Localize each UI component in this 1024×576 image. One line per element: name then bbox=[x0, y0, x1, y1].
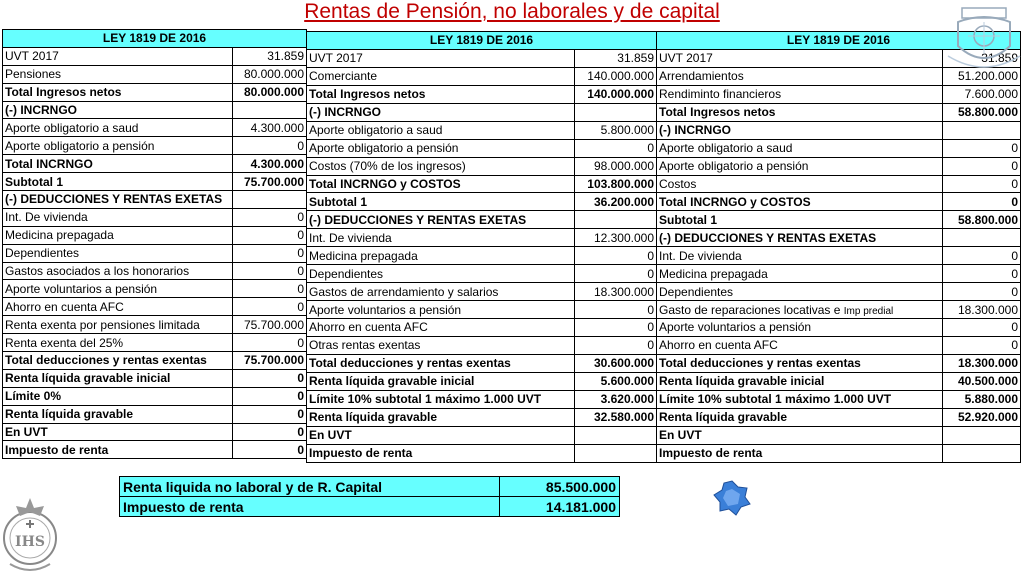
row-value: 40.500.000 bbox=[943, 372, 1021, 390]
row-value bbox=[575, 426, 657, 444]
row-value: 0 bbox=[233, 334, 307, 352]
table-row bbox=[657, 193, 1021, 211]
table-row bbox=[3, 65, 307, 83]
row-label bbox=[3, 405, 233, 423]
table-row bbox=[657, 175, 1021, 193]
page-title: Rentas de Pensión, no laborales y de capital bbox=[304, 0, 720, 23]
row-label-text: Límite 10% subtotal 1 máximo 1.000 UVT bbox=[659, 392, 892, 407]
row-value: 4.300.000 bbox=[233, 155, 307, 173]
table-row bbox=[657, 247, 1021, 265]
row-label-text: Ahorro en cuenta AFC bbox=[5, 299, 124, 314]
table-row bbox=[657, 444, 1021, 462]
table-row bbox=[657, 121, 1021, 139]
row-value: 5.880.000 bbox=[943, 390, 1021, 408]
row-value: 103.800.000 bbox=[575, 175, 657, 193]
row-label bbox=[307, 319, 575, 337]
row-value: 0 bbox=[943, 193, 1021, 211]
row-label bbox=[657, 85, 943, 103]
summary-table bbox=[119, 476, 620, 517]
row-label-text: Total deducciones y rentas exentas bbox=[659, 356, 861, 371]
table-row bbox=[3, 47, 307, 65]
seal-text: IHS bbox=[15, 534, 45, 550]
table-row bbox=[307, 372, 657, 390]
row-value bbox=[575, 444, 657, 462]
row-value: 52.920.000 bbox=[943, 408, 1021, 426]
summary-row bbox=[120, 477, 620, 497]
row-label bbox=[307, 49, 575, 67]
row-value: 0 bbox=[943, 247, 1021, 265]
table-row bbox=[657, 336, 1021, 354]
row-label bbox=[307, 175, 575, 193]
table-row bbox=[307, 336, 657, 354]
table-row bbox=[657, 319, 1021, 337]
row-label-text: Total deducciones y rentas exentas bbox=[5, 353, 207, 368]
row-value: 31.859 bbox=[943, 49, 1021, 67]
row-value: 51.200.000 bbox=[943, 67, 1021, 85]
row-label bbox=[307, 121, 575, 139]
row-value: 140.000.000 bbox=[575, 67, 657, 85]
row-label bbox=[657, 265, 943, 283]
table-row bbox=[307, 390, 657, 408]
row-label-text: Rendiminto financieros bbox=[659, 87, 782, 102]
table-row bbox=[3, 280, 307, 298]
table-row bbox=[307, 319, 657, 337]
table-row bbox=[3, 352, 307, 370]
row-value bbox=[943, 444, 1021, 462]
row-label-text: Renta exenta por pensiones limitada bbox=[5, 317, 200, 332]
row-value: 80.000.000 bbox=[233, 83, 307, 101]
row-value bbox=[233, 101, 307, 119]
table-row bbox=[307, 354, 657, 372]
row-label-text: Gastos asociados a los honorarios bbox=[5, 264, 190, 279]
row-value: 18.300.000 bbox=[943, 301, 1021, 319]
row-label bbox=[657, 229, 943, 247]
table-row bbox=[3, 316, 307, 334]
table-row bbox=[657, 211, 1021, 229]
row-label-text: Total Ingresos netos bbox=[659, 105, 776, 120]
row-label bbox=[307, 265, 575, 283]
row-label bbox=[657, 426, 943, 444]
row-label-text: Subtotal 1 bbox=[5, 174, 64, 189]
row-label bbox=[3, 101, 233, 119]
row-label-text: (-) DEDUCCIONES Y RENTAS EXETAS bbox=[309, 212, 527, 227]
summary-row bbox=[120, 497, 620, 517]
row-label-text: (-) DEDUCCIONES Y RENTAS EXETAS bbox=[5, 192, 223, 207]
row-label bbox=[307, 157, 575, 175]
row-value: 31.859 bbox=[233, 47, 307, 65]
row-value: 3.620.000 bbox=[575, 390, 657, 408]
row-value: 0 bbox=[575, 319, 657, 337]
table-row bbox=[307, 211, 657, 229]
row-label-text: UVT 2017 bbox=[659, 51, 713, 66]
table-row bbox=[3, 244, 307, 262]
row-label bbox=[657, 103, 943, 121]
row-label-text: Comerciante bbox=[309, 69, 378, 84]
row-label bbox=[307, 67, 575, 85]
row-label-text: UVT 2017 bbox=[309, 51, 363, 66]
table-row bbox=[3, 155, 307, 173]
row-label-text: Renta líquida gravable bbox=[659, 410, 788, 425]
row-label-text: Límite 0% bbox=[5, 389, 62, 404]
row-label-text: Dependientes bbox=[309, 266, 384, 281]
row-value: 0 bbox=[233, 244, 307, 262]
row-value: 12.300.000 bbox=[575, 229, 657, 247]
row-label bbox=[307, 211, 575, 229]
row-label-text: Impuesto de renta bbox=[5, 442, 109, 457]
row-value: 0 bbox=[233, 298, 307, 316]
row-label bbox=[307, 229, 575, 247]
table-header-label: LEY 1819 DE 2016 bbox=[307, 32, 657, 50]
row-label bbox=[307, 408, 575, 426]
row-label-text: Renta líquida gravable inicial bbox=[659, 374, 825, 389]
row-label bbox=[307, 336, 575, 354]
row-label-text: Aporte obligatorio a saud bbox=[309, 123, 443, 138]
row-label bbox=[3, 226, 233, 244]
row-value: 0 bbox=[233, 387, 307, 405]
table-row bbox=[657, 301, 1021, 319]
table-header bbox=[3, 30, 307, 48]
row-label-text: Renta líquida gravable bbox=[309, 410, 438, 425]
row-label bbox=[3, 316, 233, 334]
row-value: 36.200.000 bbox=[575, 193, 657, 211]
table-row bbox=[307, 301, 657, 319]
table-row bbox=[307, 193, 657, 211]
row-label bbox=[307, 444, 575, 462]
table-row bbox=[3, 334, 307, 352]
row-value: 4.300.000 bbox=[233, 119, 307, 137]
row-label bbox=[3, 173, 233, 191]
row-value: 140.000.000 bbox=[575, 85, 657, 103]
row-label-text: UVT 2017 bbox=[5, 49, 59, 64]
row-label bbox=[3, 244, 233, 262]
row-label bbox=[307, 426, 575, 444]
row-value: 0 bbox=[233, 369, 307, 387]
row-value: 30.600.000 bbox=[575, 354, 657, 372]
table-row bbox=[657, 157, 1021, 175]
row-label bbox=[3, 83, 233, 101]
table-row bbox=[307, 121, 657, 139]
row-label-text: En UVT bbox=[5, 425, 48, 440]
summary-label: Renta liquida no laboral y de R. Capital bbox=[120, 477, 500, 497]
table-row bbox=[3, 298, 307, 316]
row-label bbox=[657, 301, 943, 319]
row-label bbox=[307, 390, 575, 408]
row-label bbox=[657, 139, 943, 157]
row-label-text: Otras rentas exentas bbox=[309, 338, 421, 353]
row-label bbox=[3, 441, 233, 459]
row-label-text: Total INCRNGO y COSTOS bbox=[309, 176, 461, 191]
row-label-text: Medicina prepagada bbox=[5, 228, 114, 243]
table-row bbox=[657, 265, 1021, 283]
row-label bbox=[3, 191, 233, 209]
row-label-text: Límite 10% subtotal 1 máximo 1.000 UVT bbox=[309, 392, 542, 407]
row-value: 58.800.000 bbox=[943, 211, 1021, 229]
row-label-text: Costos (70% de los ingresos) bbox=[309, 159, 466, 174]
table-row bbox=[3, 83, 307, 101]
row-value: 58.800.000 bbox=[943, 103, 1021, 121]
row-label bbox=[307, 283, 575, 301]
row-label bbox=[657, 193, 943, 211]
row-value: 5.600.000 bbox=[575, 372, 657, 390]
capital-income-table bbox=[656, 31, 1021, 463]
table-row bbox=[3, 119, 307, 137]
table-row bbox=[307, 444, 657, 462]
row-label-text: Ahorro en cuenta AFC bbox=[309, 320, 428, 335]
row-label-text: Medicina prepagada bbox=[309, 248, 418, 263]
row-value: 0 bbox=[575, 301, 657, 319]
row-label bbox=[657, 283, 943, 301]
row-value: 75.700.000 bbox=[233, 352, 307, 370]
row-label-text: (-) DEDUCCIONES Y RENTAS EXETAS bbox=[659, 230, 877, 245]
row-label bbox=[3, 423, 233, 441]
row-label-text: Renta exenta del 25% bbox=[5, 335, 124, 350]
table-row bbox=[3, 101, 307, 119]
seal-icon bbox=[0, 494, 60, 576]
table-header-label: LEY 1819 DE 2016 bbox=[657, 32, 1021, 50]
row-label-text: Aporte obligatorio a saud bbox=[659, 141, 793, 156]
row-label bbox=[657, 408, 943, 426]
row-value: 0 bbox=[943, 283, 1021, 301]
table-row bbox=[657, 408, 1021, 426]
table-row bbox=[307, 175, 657, 193]
row-label-text: Aporte voluntarios a pensión bbox=[309, 302, 462, 317]
row-label-text: (-) INCRNGO bbox=[659, 123, 731, 138]
row-label bbox=[3, 280, 233, 298]
row-label bbox=[657, 319, 943, 337]
row-value: 98.000.000 bbox=[575, 157, 657, 175]
table-row bbox=[3, 208, 307, 226]
table-row bbox=[657, 354, 1021, 372]
row-value: 0 bbox=[233, 262, 307, 280]
row-value: 75.700.000 bbox=[233, 316, 307, 334]
row-label bbox=[307, 103, 575, 121]
row-label-text: Aporte voluntarios a pensión bbox=[5, 281, 158, 296]
row-value: 0 bbox=[233, 441, 307, 459]
row-value: 0 bbox=[575, 265, 657, 283]
row-label-text: Renta líquida gravable inicial bbox=[5, 371, 171, 386]
row-value bbox=[575, 211, 657, 229]
row-label bbox=[3, 208, 233, 226]
row-value: 0 bbox=[943, 175, 1021, 193]
labor-income-table bbox=[306, 31, 657, 463]
row-label-text: Pensiones bbox=[5, 67, 62, 82]
row-value: 0 bbox=[233, 208, 307, 226]
table-row bbox=[3, 226, 307, 244]
row-label bbox=[3, 155, 233, 173]
row-value bbox=[943, 121, 1021, 139]
row-label-text: Renta líquida gravable bbox=[5, 407, 134, 422]
row-label-text: En UVT bbox=[659, 428, 702, 443]
row-value bbox=[575, 103, 657, 121]
row-label bbox=[3, 47, 233, 65]
row-value: 0 bbox=[233, 280, 307, 298]
row-value: 0 bbox=[575, 247, 657, 265]
row-label bbox=[657, 336, 943, 354]
row-label bbox=[3, 352, 233, 370]
table-row bbox=[3, 173, 307, 191]
row-label-text: (-) INCRNGO bbox=[309, 105, 381, 120]
row-label bbox=[3, 119, 233, 137]
row-label-text: Medicina prepagada bbox=[659, 266, 768, 281]
row-label bbox=[657, 49, 943, 67]
row-label bbox=[657, 444, 943, 462]
table-row bbox=[307, 408, 657, 426]
row-value: 31.859 bbox=[575, 49, 657, 67]
row-label bbox=[657, 247, 943, 265]
table-row bbox=[307, 85, 657, 103]
row-value: 0 bbox=[575, 139, 657, 157]
row-value: 0 bbox=[943, 336, 1021, 354]
row-label-text: Aporte obligatorio a saud bbox=[5, 120, 139, 135]
row-value: 0 bbox=[233, 137, 307, 155]
row-label-text: Gasto de reparaciones locativas e bbox=[659, 302, 841, 317]
row-label-text: Costos bbox=[659, 176, 697, 191]
table-row bbox=[657, 229, 1021, 247]
row-value: 0 bbox=[233, 226, 307, 244]
table-row bbox=[307, 426, 657, 444]
pension-table bbox=[2, 29, 307, 459]
table-row bbox=[307, 67, 657, 85]
table-row bbox=[3, 369, 307, 387]
row-label bbox=[657, 354, 943, 372]
table-row bbox=[307, 103, 657, 121]
row-value: 18.300.000 bbox=[575, 283, 657, 301]
row-label-text: Total deducciones y rentas exentas bbox=[309, 356, 511, 371]
row-value bbox=[943, 426, 1021, 444]
row-label-text: Aporte voluntarios a pensión bbox=[659, 320, 812, 335]
row-label-text: Impuesto de renta bbox=[309, 446, 413, 461]
row-value: 32.580.000 bbox=[575, 408, 657, 426]
row-label-text: Total INCRNGO y COSTOS bbox=[659, 194, 811, 209]
gem-icon bbox=[712, 480, 752, 516]
table-row bbox=[307, 49, 657, 67]
row-label bbox=[657, 211, 943, 229]
row-label-text: Int. De vivienda bbox=[659, 248, 742, 263]
row-label bbox=[307, 372, 575, 390]
row-label bbox=[307, 85, 575, 103]
table-row bbox=[657, 390, 1021, 408]
row-label-text: Ahorro en cuenta AFC bbox=[659, 338, 778, 353]
table-row bbox=[657, 103, 1021, 121]
row-label-text: Aporte obligatorio a pensión bbox=[309, 141, 459, 156]
row-value: 18.300.000 bbox=[943, 354, 1021, 372]
row-label-text: Aporte obligatorio a pensión bbox=[659, 159, 809, 174]
table-row bbox=[3, 405, 307, 423]
summary-value: 14.181.000 bbox=[500, 497, 620, 517]
row-value: 0 bbox=[943, 139, 1021, 157]
table-row bbox=[657, 372, 1021, 390]
table-row bbox=[3, 387, 307, 405]
row-label bbox=[307, 354, 575, 372]
table-row bbox=[3, 423, 307, 441]
row-value: 0 bbox=[233, 405, 307, 423]
table-row bbox=[307, 229, 657, 247]
table-header-label: LEY 1819 DE 2016 bbox=[3, 30, 307, 48]
emblem-icon bbox=[944, 0, 1024, 80]
table-row bbox=[3, 191, 307, 209]
row-label-text: Int. De vivienda bbox=[5, 210, 88, 225]
row-label bbox=[657, 157, 943, 175]
row-label bbox=[307, 247, 575, 265]
row-label bbox=[3, 298, 233, 316]
row-value: 0 bbox=[943, 319, 1021, 337]
row-label bbox=[657, 175, 943, 193]
row-value: 0 bbox=[943, 265, 1021, 283]
table-row bbox=[657, 426, 1021, 444]
row-label-text: (-) INCRNGO bbox=[5, 103, 77, 117]
table-row bbox=[307, 265, 657, 283]
row-value: 0 bbox=[943, 157, 1021, 175]
row-label bbox=[3, 65, 233, 83]
row-label-text: Total Ingresos netos bbox=[309, 87, 426, 102]
row-value: 5.800.000 bbox=[575, 121, 657, 139]
row-label bbox=[657, 121, 943, 139]
row-label-text: Dependientes bbox=[5, 246, 80, 261]
row-label-text: Aporte obligatorio a pensión bbox=[5, 138, 155, 153]
row-label bbox=[307, 193, 575, 211]
table-row bbox=[3, 137, 307, 155]
row-label-text: Impuesto de renta bbox=[659, 446, 763, 461]
table-row bbox=[307, 157, 657, 175]
row-value bbox=[233, 191, 307, 209]
table-row bbox=[657, 85, 1021, 103]
row-label bbox=[3, 137, 233, 155]
row-value: 80.000.000 bbox=[233, 65, 307, 83]
row-label bbox=[3, 262, 233, 280]
row-value: 7.600.000 bbox=[943, 85, 1021, 103]
row-value: 0 bbox=[233, 423, 307, 441]
row-label bbox=[307, 301, 575, 319]
summary-label: Impuesto de renta bbox=[120, 497, 500, 517]
row-label-text: Arrendamientos bbox=[659, 69, 744, 84]
row-label-text: Renta líquida gravable inicial bbox=[309, 374, 475, 389]
row-label-text: Total Ingresos netos bbox=[5, 85, 122, 100]
row-label-text: Subtotal 1 bbox=[309, 194, 368, 209]
summary-value: 85.500.000 bbox=[500, 477, 620, 497]
table-row bbox=[307, 139, 657, 157]
row-label bbox=[657, 67, 943, 85]
row-label bbox=[3, 387, 233, 405]
table-row bbox=[657, 139, 1021, 157]
row-label bbox=[657, 372, 943, 390]
row-label-text: Subtotal 1 bbox=[659, 212, 718, 227]
table-row bbox=[3, 262, 307, 280]
row-value: 0 bbox=[575, 336, 657, 354]
row-label-text: En UVT bbox=[309, 428, 352, 443]
table-row bbox=[657, 283, 1021, 301]
row-label bbox=[3, 369, 233, 387]
row-label bbox=[3, 334, 233, 352]
table-header bbox=[307, 32, 657, 50]
table-row bbox=[3, 441, 307, 459]
row-label-text: Int. De vivienda bbox=[309, 230, 392, 245]
row-label bbox=[307, 139, 575, 157]
table-row bbox=[307, 283, 657, 301]
row-label bbox=[657, 390, 943, 408]
table-row bbox=[307, 247, 657, 265]
row-label-text: Gastos de arrendamiento y salarios bbox=[309, 284, 499, 299]
row-value: 75.700.000 bbox=[233, 173, 307, 191]
row-label-note: Imp predial bbox=[843, 305, 894, 317]
row-label-text: Total INCRNGO bbox=[5, 156, 93, 171]
row-value bbox=[943, 229, 1021, 247]
row-label-text: Dependientes bbox=[659, 284, 734, 299]
